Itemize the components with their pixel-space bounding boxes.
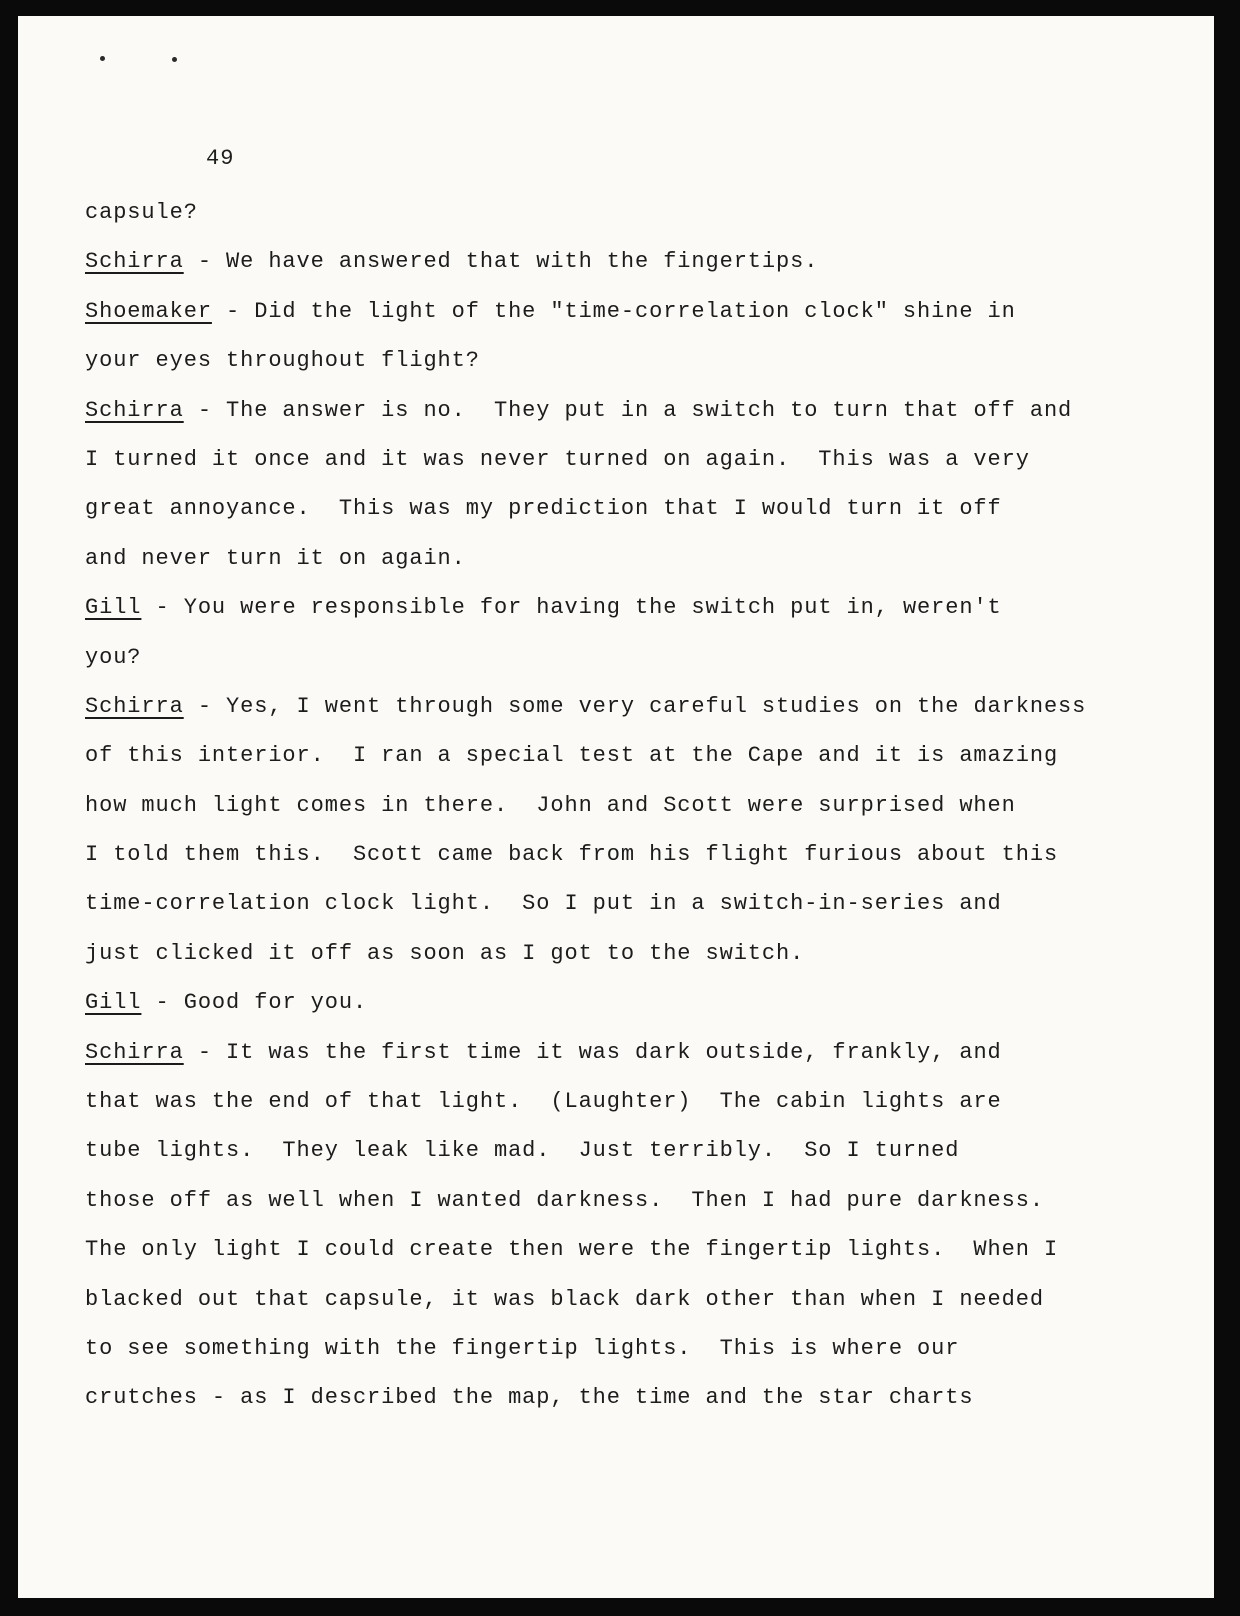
line-text: - Good for you. — [141, 990, 368, 1016]
speaker-name: Gill — [85, 990, 142, 1016]
text-line — [85, 1176, 1205, 1225]
speaker-name: Schirra — [85, 693, 184, 719]
text-line — [85, 731, 1205, 780]
document-page — [18, 16, 1214, 1598]
line-text: and never turn it on again. — [85, 545, 466, 571]
text-line — [85, 879, 1205, 928]
transcript-body — [85, 188, 1205, 1423]
text-line — [85, 188, 1205, 237]
line-text: how much light comes in there. John and Scott were surprised when — [85, 792, 1016, 818]
text-line — [85, 830, 1205, 879]
speaker-name: Schirra — [85, 397, 184, 423]
line-text: blacked out that capsule, it was black dark other than when I needed — [85, 1286, 1044, 1312]
line-text: - We have answered that with the fingertips. — [183, 249, 819, 275]
speaker-name: Gill — [85, 595, 142, 621]
line-text: - It was the first time it was dark outside, frankly, and — [183, 1039, 1002, 1065]
line-text: - Did the light of the "time-correlation clock" shine in — [211, 298, 1016, 324]
speaker-name: Schirra — [85, 1039, 184, 1065]
punch-mark — [100, 56, 105, 61]
text-line — [85, 1028, 1205, 1077]
text-line — [85, 978, 1205, 1027]
line-text: time-correlation clock light. So I put in a switch-in-series and — [85, 891, 1002, 917]
text-line — [85, 583, 1205, 632]
line-text: - You were responsible for having the switch put in, weren't — [141, 595, 1002, 621]
text-line — [85, 682, 1205, 731]
line-text: your eyes throughout flight? — [85, 348, 480, 374]
text-line — [85, 534, 1205, 583]
line-text: those off as well when I wanted darkness. Then I had pure darkness. — [85, 1187, 1044, 1213]
line-text: tube lights. They leak like mad. Just terribly. So I turned — [85, 1138, 960, 1164]
text-line — [85, 1324, 1205, 1373]
text-line — [85, 929, 1205, 978]
line-text: crutches - as I described the map, the time and the star charts — [85, 1385, 974, 1411]
line-text: - Yes, I went through some very careful studies on the darkness — [183, 693, 1087, 719]
punch-mark — [172, 57, 177, 62]
speaker-name: Shoemaker — [85, 298, 212, 324]
text-line — [85, 1225, 1205, 1274]
text-line — [85, 386, 1205, 435]
line-text: of this interior. I ran a special test at the Cape and it is amazing — [85, 743, 1059, 769]
page-number: 49 — [206, 146, 235, 171]
speaker-name: Schirra — [85, 249, 184, 275]
line-text: to see something with the fingertip lights. This is where our — [85, 1335, 960, 1361]
text-line — [85, 1275, 1205, 1324]
text-line — [85, 1126, 1205, 1175]
text-line — [85, 484, 1205, 533]
line-text: great annoyance. This was my prediction that I would turn it off — [85, 496, 1002, 522]
text-line — [85, 237, 1205, 286]
text-line — [85, 336, 1205, 385]
text-line — [85, 287, 1205, 336]
line-text: I told them this. Scott came back from his flight furious about this — [85, 842, 1059, 868]
line-text: you? — [85, 644, 142, 670]
line-text: just clicked it off as soon as I got to the switch. — [85, 940, 805, 966]
line-text: that was the end of that light. (Laughter) The cabin lights are — [85, 1089, 1002, 1115]
text-line — [85, 435, 1205, 484]
text-line — [85, 781, 1205, 830]
line-text: The only light I could create then were the fingertip lights. When I — [85, 1237, 1059, 1263]
line-text: capsule? — [85, 200, 198, 225]
text-line — [85, 1077, 1205, 1126]
text-line — [85, 1373, 1205, 1422]
line-text: I turned it once and it was never turned on again. This was a very — [85, 446, 1030, 472]
line-text: - The answer is no. They put in a switch to turn that off and — [183, 397, 1073, 423]
text-line — [85, 633, 1205, 682]
